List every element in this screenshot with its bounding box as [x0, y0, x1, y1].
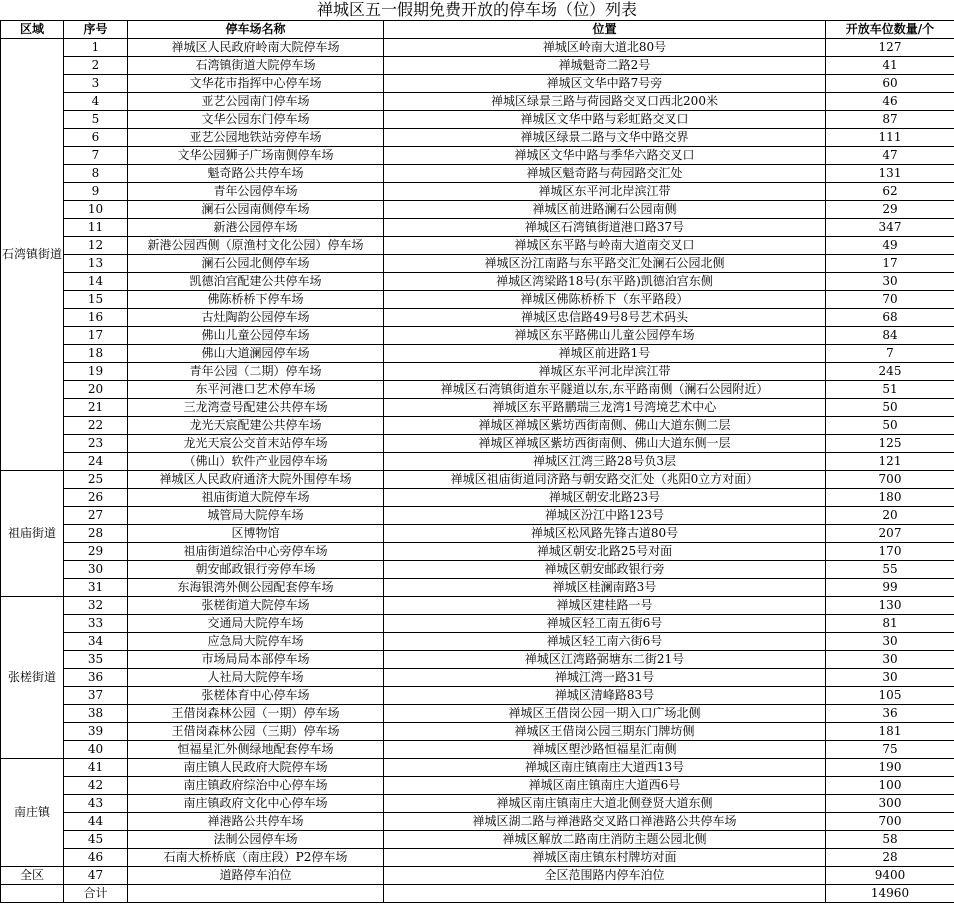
- parking-location: 禅城江湾一路31号: [384, 669, 826, 687]
- parking-name: 亚艺公园地铁站旁停车场: [128, 129, 384, 147]
- parking-location: 全区范围路内停车泊位: [384, 867, 826, 885]
- table-row: [1, 813, 954, 831]
- table-row: [1, 543, 954, 561]
- total-count: 14960: [826, 885, 954, 903]
- row-index: 8: [64, 165, 128, 183]
- row-index: 46: [64, 849, 128, 867]
- space-count: 181: [826, 723, 954, 741]
- row-index: 27: [64, 507, 128, 525]
- parking-name: 禅城区人民政府通济大院外围停车场: [128, 471, 384, 489]
- row-index: 38: [64, 705, 128, 723]
- table-row: [1, 705, 954, 723]
- row-index: 3: [64, 75, 128, 93]
- space-count: 121: [826, 453, 954, 471]
- total-row: [1, 885, 954, 903]
- table-row: [1, 309, 954, 327]
- table-row: [1, 615, 954, 633]
- table-row: [1, 489, 954, 507]
- parking-name: 恒福星汇外侧绿地配套停车场: [128, 741, 384, 759]
- space-count: 20: [826, 507, 954, 525]
- space-count: 58: [826, 831, 954, 849]
- table-row: [1, 597, 954, 615]
- space-count: 41: [826, 57, 954, 75]
- region-cell: 南庄镇: [1, 759, 64, 867]
- parking-name: 朝安邮政银行旁停车场: [128, 561, 384, 579]
- space-count: 7: [826, 345, 954, 363]
- parking-name: 魁奇路公共停车场: [128, 165, 384, 183]
- table-row: [1, 561, 954, 579]
- space-count: 180: [826, 489, 954, 507]
- table-row: [1, 687, 954, 705]
- row-index: 30: [64, 561, 128, 579]
- parking-location: 禅城区东平河北岸滨江带: [384, 183, 826, 201]
- row-index: 28: [64, 525, 128, 543]
- parking-location: 禅城区石湾镇街道东平隧道以东,东平路南侧（澜石公园附近）: [384, 381, 826, 399]
- parking-name: 祖庙街道综治中心旁停车场: [128, 543, 384, 561]
- parking-name: 张槎街道大院停车场: [128, 597, 384, 615]
- parking-name: 龙光天宸配建公共停车场: [128, 417, 384, 435]
- space-count: 100: [826, 777, 954, 795]
- space-count: 30: [826, 273, 954, 291]
- parking-location: 禅城区王借岗公园一期入口广场北侧: [384, 705, 826, 723]
- parking-name: 石湾镇街道大院停车场: [128, 57, 384, 75]
- parking-location: 禅城区忠信路49号8号艺术码头: [384, 309, 826, 327]
- table-row: [1, 363, 954, 381]
- row-index: 22: [64, 417, 128, 435]
- table-row: [1, 777, 954, 795]
- table-row: [1, 651, 954, 669]
- parking-location: 禅城区东平河北岸滨江带: [384, 363, 826, 381]
- region-cell: 张槎街道: [1, 597, 64, 759]
- row-index: 23: [64, 435, 128, 453]
- row-index: 24: [64, 453, 128, 471]
- row-index: 21: [64, 399, 128, 417]
- parking-name: 南庄镇人民政府大院停车场: [128, 759, 384, 777]
- parking-location: 禅城区石湾镇街道港口路37号: [384, 219, 826, 237]
- parking-name: 文华公园狮子广场南侧停车场: [128, 147, 384, 165]
- space-count: 47: [826, 147, 954, 165]
- row-index: 13: [64, 255, 128, 273]
- parking-location: 禅城区松风路先锋古道80号: [384, 525, 826, 543]
- row-index: 2: [64, 57, 128, 75]
- table-row: [1, 453, 954, 471]
- parking-location: 禅城区文华中路与季华六路交叉口: [384, 147, 826, 165]
- parking-location: 禅城区朝安北路23号: [384, 489, 826, 507]
- table-row: [1, 435, 954, 453]
- space-count: 84: [826, 327, 954, 345]
- table-row: [1, 147, 954, 165]
- parking-name: 禅城区人民政府岭南大院停车场: [128, 39, 384, 57]
- parking-name: 文华公园东门停车场: [128, 111, 384, 129]
- parking-name: 澜石公园南侧停车场: [128, 201, 384, 219]
- parking-name: 佛陈桥桥下停车场: [128, 291, 384, 309]
- parking-name: 石南大桥桥底（南庄段）P2停车场: [128, 849, 384, 867]
- parking-name: 城管局大院停车场: [128, 507, 384, 525]
- parking-name: 佛山儿童公园停车场: [128, 327, 384, 345]
- parking-name: 青年公园停车场: [128, 183, 384, 201]
- parking-location: 禅城区汾江南路与东平路交汇处澜石公园北侧: [384, 255, 826, 273]
- row-index: 12: [64, 237, 128, 255]
- row-index: 20: [64, 381, 128, 399]
- parking-location: 禅城区前进路1号: [384, 345, 826, 363]
- row-index: 25: [64, 471, 128, 489]
- row-index: 7: [64, 147, 128, 165]
- parking-location: 禅城区王借岗公园三期东门牌坊侧: [384, 723, 826, 741]
- parking-name: 法制公园停车场: [128, 831, 384, 849]
- table-row: [1, 507, 954, 525]
- row-index: 34: [64, 633, 128, 651]
- parking-location: 禅城区建桂路一号: [384, 597, 826, 615]
- parking-name: 龙光天宸公交首末站停车场: [128, 435, 384, 453]
- table-row: [1, 417, 954, 435]
- parking-location: 禅城区湖二路与禅港路交叉路口禅港路公共停车场: [384, 813, 826, 831]
- table-row: [1, 669, 954, 687]
- table-row: [1, 849, 954, 867]
- row-index: 11: [64, 219, 128, 237]
- space-count: 347: [826, 219, 954, 237]
- parking-location: 禅城区江湾三路28号负3层: [384, 453, 826, 471]
- parking-name: 南庄镇政府文化中心停车场: [128, 795, 384, 813]
- space-count: 700: [826, 813, 954, 831]
- table-row: [1, 291, 954, 309]
- header-region: 区域: [1, 21, 64, 39]
- space-count: 111: [826, 129, 954, 147]
- table-row: [1, 75, 954, 93]
- space-count: 245: [826, 363, 954, 381]
- total-label: 合计: [64, 885, 128, 903]
- parking-name: 文华花市指挥中心停车场: [128, 75, 384, 93]
- row-index: 4: [64, 93, 128, 111]
- space-count: 300: [826, 795, 954, 813]
- parking-name: 道路停车泊位: [128, 867, 384, 885]
- table-row: [1, 831, 954, 849]
- row-index: 47: [64, 867, 128, 885]
- row-index: 19: [64, 363, 128, 381]
- row-index: 1: [64, 39, 128, 57]
- table-row: [1, 525, 954, 543]
- parking-location: 禅城区东平路与岭南大道南交叉口: [384, 237, 826, 255]
- parking-location: 禅城区文华中路7号旁: [384, 75, 826, 93]
- parking-location: 禅城区东平路鹏瑞三龙湾1号湾境艺术中心: [384, 399, 826, 417]
- row-index: 14: [64, 273, 128, 291]
- space-count: 30: [826, 633, 954, 651]
- table-body: [1, 39, 954, 903]
- total-name-empty: [128, 885, 384, 903]
- row-index: 29: [64, 543, 128, 561]
- table-row: [1, 57, 954, 75]
- parking-location: 禅城区清峰路83号: [384, 687, 826, 705]
- parking-name: 东平河港口艺术停车场: [128, 381, 384, 399]
- parking-name: 新港公园停车场: [128, 219, 384, 237]
- space-count: 60: [826, 75, 954, 93]
- table-row: [1, 93, 954, 111]
- row-index: 40: [64, 741, 128, 759]
- space-count: 46: [826, 93, 954, 111]
- space-count: 81: [826, 615, 954, 633]
- total-location-empty: [384, 885, 826, 903]
- space-count: 125: [826, 435, 954, 453]
- space-count: 49: [826, 237, 954, 255]
- row-index: 42: [64, 777, 128, 795]
- header-name: 停车场名称: [128, 21, 384, 39]
- row-index: 37: [64, 687, 128, 705]
- table-row: [1, 381, 954, 399]
- row-index: 16: [64, 309, 128, 327]
- parking-location: 禅城区南庄镇东村牌坊对面: [384, 849, 826, 867]
- space-count: 55: [826, 561, 954, 579]
- space-count: 36: [826, 705, 954, 723]
- table-row: [1, 579, 954, 597]
- row-index: 6: [64, 129, 128, 147]
- table-row: [1, 741, 954, 759]
- region-cell: 祖庙街道: [1, 471, 64, 597]
- parking-name: 市场局局本部停车场: [128, 651, 384, 669]
- table-row: [1, 165, 954, 183]
- space-count: 30: [826, 669, 954, 687]
- parking-name: 张槎体育中心停车场: [128, 687, 384, 705]
- parking-location: 禅城区绿景三路与荷园路交叉口西北200米: [384, 93, 826, 111]
- parking-name: 亚艺公园南门停车场: [128, 93, 384, 111]
- table-row: [1, 723, 954, 741]
- parking-name: 人社局大院停车场: [128, 669, 384, 687]
- header-index: 序号: [64, 21, 128, 39]
- parking-name: （佛山）软件产业园停车场: [128, 453, 384, 471]
- space-count: 170: [826, 543, 954, 561]
- row-index: 26: [64, 489, 128, 507]
- row-index: 39: [64, 723, 128, 741]
- parking-location: 禅城魁奇二路2号: [384, 57, 826, 75]
- space-count: 130: [826, 597, 954, 615]
- space-count: 51: [826, 381, 954, 399]
- parking-name: 凯德泊宫配建公共停车场: [128, 273, 384, 291]
- parking-location: 禅城区轻工南六街6号: [384, 633, 826, 651]
- parking-name: 南庄镇政府综治中心停车场: [128, 777, 384, 795]
- parking-location: 禅城区汾江中路123号: [384, 507, 826, 525]
- parking-location: 禅城区绿景二路与文华中路交界: [384, 129, 826, 147]
- table-row: [1, 39, 954, 57]
- parking-location: 禅城区轻工南五街6号: [384, 615, 826, 633]
- row-index: 31: [64, 579, 128, 597]
- parking-name: 祖庙街道大院停车场: [128, 489, 384, 507]
- parking-location: 禅城区禅城区紫坊西街南侧、佛山大道东侧二层: [384, 417, 826, 435]
- space-count: 207: [826, 525, 954, 543]
- space-count: 68: [826, 309, 954, 327]
- parking-name: 王借岗森林公园（三期）停车场: [128, 723, 384, 741]
- parking-location: 禅城区江湾路弼塘东二街21号: [384, 651, 826, 669]
- parking-location: 禅城区湾梁路18号(东平路)凯德泊宫东侧: [384, 273, 826, 291]
- space-count: 9400: [826, 867, 954, 885]
- parking-location: 禅城区魁奇路与荷园路交汇处: [384, 165, 826, 183]
- table-row: [1, 237, 954, 255]
- parking-location: 禅城区东平路佛山儿童公园停车场: [384, 327, 826, 345]
- parking-name: 应急局大院停车场: [128, 633, 384, 651]
- space-count: 131: [826, 165, 954, 183]
- parking-name: 三龙湾壹号配建公共停车场: [128, 399, 384, 417]
- parking-name: 古灶陶韵公园停车场: [128, 309, 384, 327]
- parking-location: 禅城区朝安北路25号对面: [384, 543, 826, 561]
- parking-name: 禅港路公共停车场: [128, 813, 384, 831]
- parking-location: 禅城区南庄镇南庄大道西6号: [384, 777, 826, 795]
- row-index: 45: [64, 831, 128, 849]
- row-index: 5: [64, 111, 128, 129]
- table-row: [1, 345, 954, 363]
- space-count: 29: [826, 201, 954, 219]
- row-index: 36: [64, 669, 128, 687]
- parking-name: 青年公园（二期）停车场: [128, 363, 384, 381]
- table-row: [1, 183, 954, 201]
- table-row: [1, 633, 954, 651]
- parking-name: 东海银湾外侧公园配套停车场: [128, 579, 384, 597]
- row-index: 43: [64, 795, 128, 813]
- table-row: [1, 795, 954, 813]
- parking-location: 禅城区岭南大道北80号: [384, 39, 826, 57]
- space-count: 127: [826, 39, 954, 57]
- parking-location: 禅城区前进路澜石公园南侧: [384, 201, 826, 219]
- parking-name: 佛山大道澜园停车场: [128, 345, 384, 363]
- table-row: [1, 111, 954, 129]
- table-row: [1, 273, 954, 291]
- space-count: 87: [826, 111, 954, 129]
- table-row: [1, 759, 954, 777]
- row-index: 41: [64, 759, 128, 777]
- region-cell: 全区: [1, 867, 64, 885]
- row-index: 9: [64, 183, 128, 201]
- row-index: 44: [64, 813, 128, 831]
- parking-name: 澜石公园北侧停车场: [128, 255, 384, 273]
- parking-location: 禅城区禅城区紫坊西街南侧、佛山大道东侧一层: [384, 435, 826, 453]
- parking-location: 禅城区桂澜南路3号: [384, 579, 826, 597]
- table-row: [1, 399, 954, 417]
- space-count: 50: [826, 399, 954, 417]
- parking-name: 新港公园西侧（原渔村文化公园）停车场: [128, 237, 384, 255]
- parking-location: 禅城区文华中路与彩虹路交叉口: [384, 111, 826, 129]
- parking-name: 王借岗森林公园（一期）停车场: [128, 705, 384, 723]
- space-count: 105: [826, 687, 954, 705]
- row-index: 15: [64, 291, 128, 309]
- table-row: [1, 219, 954, 237]
- space-count: 50: [826, 417, 954, 435]
- space-count: 28: [826, 849, 954, 867]
- header-location: 位置: [384, 21, 826, 39]
- total-region-empty: [1, 885, 64, 903]
- parking-location: 禅城区祖庙街道同济路与朝安路交汇处（兆阳0立方对面）: [384, 471, 826, 489]
- row-index: 32: [64, 597, 128, 615]
- parking-name: 区博物馆: [128, 525, 384, 543]
- page-title: 禅城区五一假期免费开放的停车场（位）列表: [316, 0, 637, 19]
- row-index: 18: [64, 345, 128, 363]
- parking-location: 禅城区解放二路南庄消防主题公园北侧: [384, 831, 826, 849]
- header-row: [1, 21, 954, 39]
- parking-location: 禅城区南庄镇南庄大道北侧登贤大道东侧: [384, 795, 826, 813]
- space-count: 190: [826, 759, 954, 777]
- space-count: 30: [826, 651, 954, 669]
- parking-table: [0, 20, 954, 903]
- table-row: [1, 255, 954, 273]
- space-count: 700: [826, 471, 954, 489]
- region-cell: 石湾镇街道: [1, 39, 64, 471]
- parking-name: 交通局大院停车场: [128, 615, 384, 633]
- space-count: 99: [826, 579, 954, 597]
- parking-location: 禅城区塱沙路恒福星汇南侧: [384, 741, 826, 759]
- header-count: 开放车位数量/个: [826, 21, 954, 39]
- table-row: [1, 867, 954, 885]
- row-index: 33: [64, 615, 128, 633]
- row-index: 35: [64, 651, 128, 669]
- table-row: [1, 129, 954, 147]
- space-count: 62: [826, 183, 954, 201]
- space-count: 75: [826, 741, 954, 759]
- parking-location: 禅城区佛陈桥桥下（东平路段）: [384, 291, 826, 309]
- parking-location: 禅城区朝安邮政银行旁: [384, 561, 826, 579]
- table-row: [1, 471, 954, 489]
- parking-location: 禅城区南庄镇南庄大道西13号: [384, 759, 826, 777]
- row-index: 10: [64, 201, 128, 219]
- space-count: 17: [826, 255, 954, 273]
- space-count: 70: [826, 291, 954, 309]
- table-row: [1, 327, 954, 345]
- row-index: 17: [64, 327, 128, 345]
- table-row: [1, 201, 954, 219]
